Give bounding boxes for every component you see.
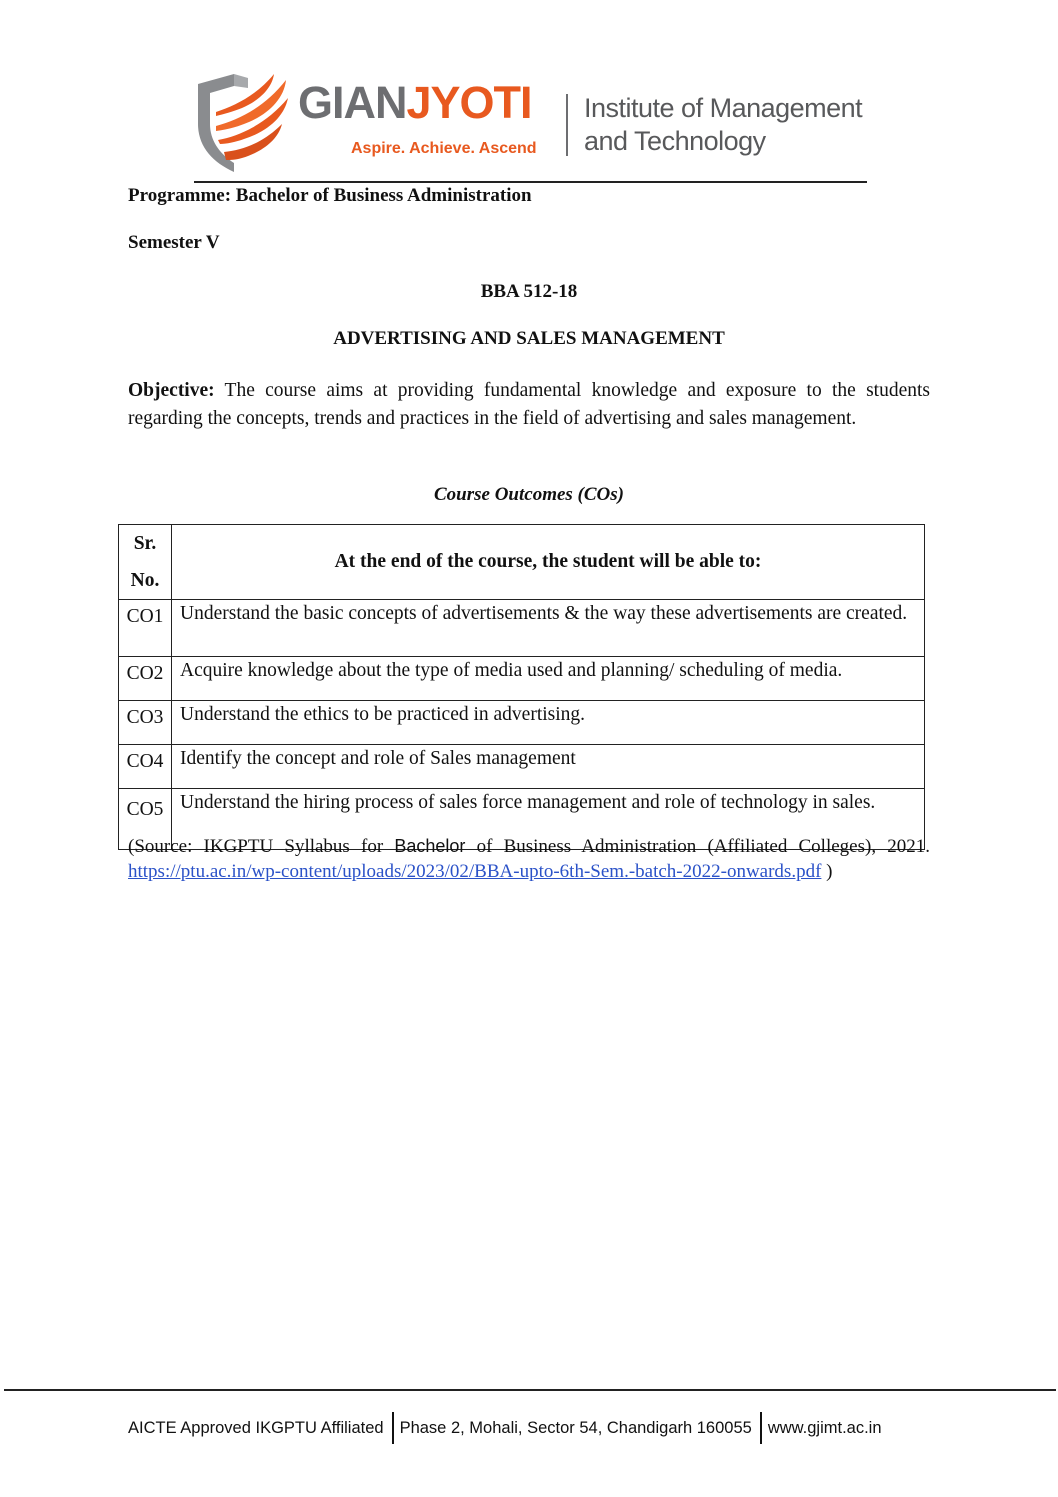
co-number: CO4 <box>119 745 172 789</box>
co-description: Understand the basic concepts of advertisements & the way these advertisements are created. <box>172 600 925 657</box>
source-citation <box>128 834 930 884</box>
source-bachelor-word: Bachelor <box>394 836 466 856</box>
page-footer <box>128 1412 882 1444</box>
source-link[interactable]: https://ptu.ac.in/wp-content/uploads/2023/02/BBA-upto-6th-Sem.-batch-2022-onwards.pdf <box>128 861 822 882</box>
objective-label: Objective: <box>128 380 215 401</box>
course-outcomes-table <box>118 524 925 850</box>
footer-rule <box>4 1389 1056 1391</box>
brand-name-part2: JYOTI <box>406 77 532 128</box>
source-prefix: (Source: IKGPTU Syllabus for <box>128 836 395 857</box>
objective-paragraph <box>128 377 930 433</box>
logo-divider <box>566 94 568 156</box>
institute-name-line2: and Technology <box>584 126 766 156</box>
source-suffix: ) <box>821 861 833 882</box>
course-code: BBA 512-18 <box>480 281 578 302</box>
shield-logo-icon <box>194 66 294 174</box>
footer-address: Phase 2, Mohali, Sector 54, Chandigarh 160055 <box>399 1418 752 1437</box>
semester-line: Semester V <box>128 232 220 253</box>
programme-line: Programme: Bachelor of Business Administration <box>128 185 532 206</box>
co-description: Understand the ethics to be practiced in advertising. <box>172 701 925 745</box>
description-header: At the end of the course, the student will be able to: <box>172 525 925 600</box>
institute-name-line1: Institute of Management <box>584 93 863 123</box>
table-row <box>119 600 925 657</box>
table-row <box>119 745 925 789</box>
table-row <box>119 701 925 745</box>
co-number: CO3 <box>119 701 172 745</box>
brand-tagline: Aspire. Achieve. Ascend <box>351 140 537 157</box>
objective-text: The course aims at providing fundamental knowledge and exposure to the students regarding the concepts, trends and practices in the field of advertising and sales management. <box>128 380 930 429</box>
table-header-row <box>119 525 925 600</box>
header-rule <box>194 181 867 183</box>
brand-name-part1: GIAN <box>298 77 407 128</box>
sr-no-header-line1: Sr. <box>133 533 157 554</box>
footer-divider <box>392 1412 394 1444</box>
footer-divider <box>760 1412 762 1444</box>
course-title: ADVERTISING AND SALES MANAGEMENT <box>333 328 725 349</box>
sr-no-header-line2: No. <box>130 570 160 591</box>
co-description: Acquire knowledge about the type of media used and planning/ scheduling of media. <box>172 657 925 701</box>
co-description: Identify the concept and role of Sales management <box>172 745 925 789</box>
footer-approval: AICTE Approved IKGPTU Affiliated <box>128 1418 384 1437</box>
source-middle: of Business Administration (Affiliated Colleges), 2021. <box>465 836 930 857</box>
institute-logo <box>194 66 874 176</box>
institute-name <box>584 92 862 158</box>
footer-website[interactable]: www.gjimt.ac.in <box>767 1418 882 1437</box>
co-number: CO1 <box>119 600 172 657</box>
co-number: CO2 <box>119 657 172 701</box>
table-row <box>119 657 925 701</box>
co-number: CO5 <box>119 789 172 850</box>
co-description: Understand the hiring process of sales force management and role of technology in sales. <box>172 789 925 850</box>
brand-name <box>298 77 532 128</box>
sr-no-header <box>119 525 172 600</box>
outcomes-heading: Course Outcomes (COs) <box>433 484 624 505</box>
